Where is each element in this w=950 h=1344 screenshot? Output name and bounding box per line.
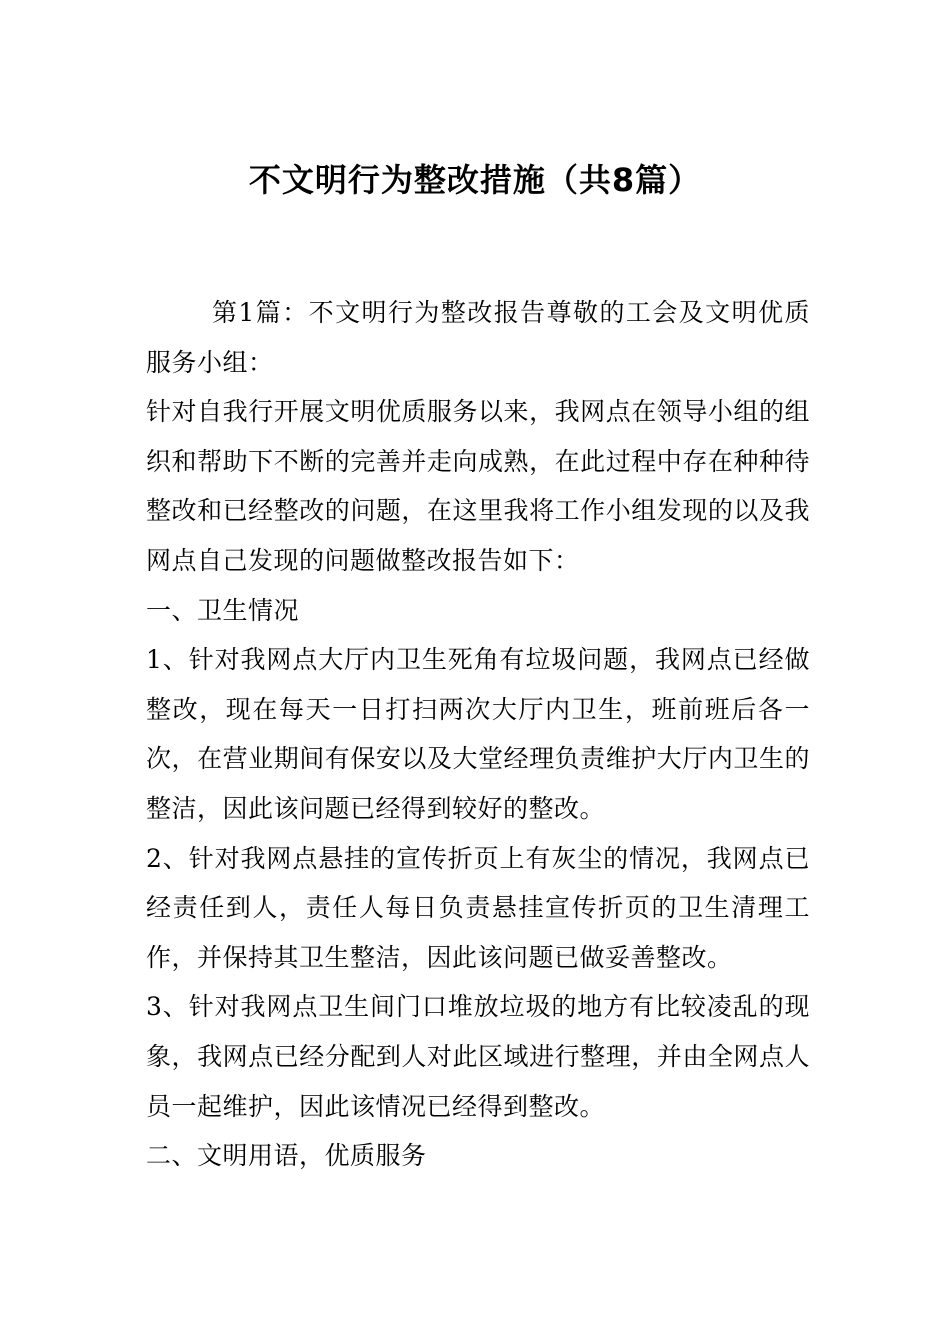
paragraph-intro: 第1篇：不文明行为整改报告尊敬的工会及文明优质服务小组： [146,298,810,377]
paragraph-background: 针对自我行开展文明优质服务以来，我网点在领导小组的组织和帮助下不断的完善并走向成熟，在此过程中存在种种待整改和已经整改的问题，在这里我将工作小组发现的以及我网点自己发现的问题做整改报告如下： [146,397,810,575]
document-title: 不文明行为整改措施（共8篇） [248,161,702,199]
paragraph-item-3: 3、针对我网点卫生间门口堆放垃圾的地方有比较凌乱的现象，我网点已经分配到人对此区域进行整理，并由全网点人员一起维护，因此该情况已经得到整改。 [146,992,810,1121]
paragraph-item-1: 1、针对我网点大厅内卫生死角有垃圾问题，我网点已经做整改，现在每天一日打扫两次大厅内卫生，班前班后各一次，在营业期间有保安以及大堂经理负责维护大厅内卫生的整洁，因此该问题已经得到较好的整改。 [146,645,810,823]
document-body [146,288,810,1181]
section-heading-hygiene: 一、卫生情况 [146,595,300,625]
section-heading-service: 二、文明用语，优质服务 [146,1141,427,1171]
paragraph-item-2: 2、针对我网点悬挂的宣传折页上有灰尘的情况，我网点已经责任到人，责任人每日负责悬挂宣传折页的卫生清理工作，并保持其卫生整洁，因此该问题已做妥善整改。 [146,843,810,972]
